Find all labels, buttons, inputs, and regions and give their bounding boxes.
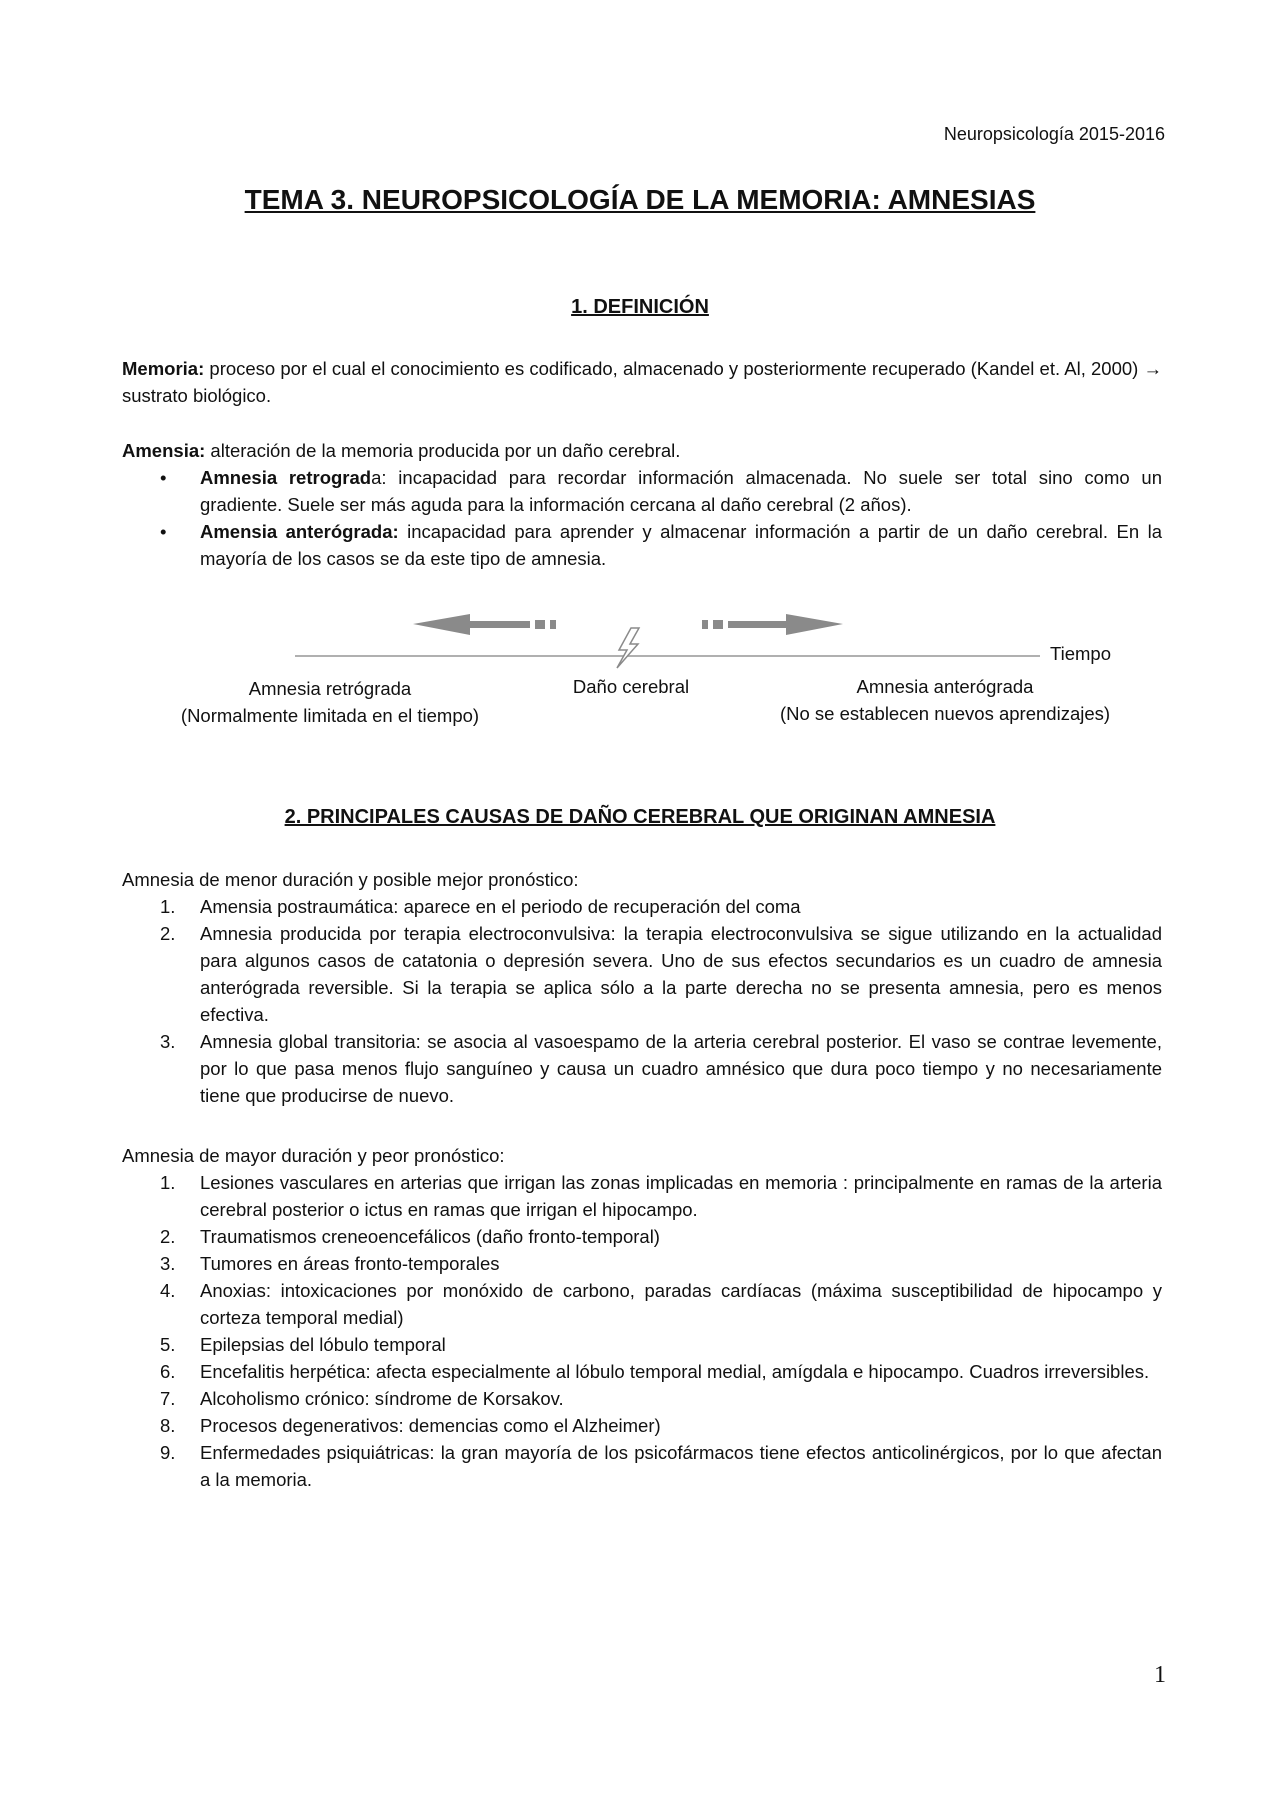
list-item bbox=[122, 1412, 1162, 1439]
list-item bbox=[122, 1358, 1162, 1385]
page-number: 1 bbox=[1154, 1662, 1166, 1688]
memoria-definition bbox=[122, 355, 1162, 409]
item-number: 1. bbox=[160, 896, 176, 917]
amensia-term: Amensia: bbox=[122, 440, 206, 461]
list-item bbox=[122, 464, 1162, 518]
amnesia-types-list bbox=[122, 464, 1162, 572]
section-2-heading: 2. PRINCIPALES CAUSAS DE DAÑO CEREBRAL QUE ORIGINAN AMNESIA bbox=[284, 806, 996, 828]
item-number: 2. bbox=[160, 1226, 176, 1247]
course-header: Neuropsicología 2015-2016 bbox=[943, 124, 1165, 144]
anterograde-label-note: (No se establecen nuevos aprendizajes) bbox=[779, 703, 1111, 724]
page-title: TEMA 3. NEUROPSICOLOGÍA DE LA MEMORIA: AMNESIAS bbox=[244, 184, 1036, 215]
list-item bbox=[122, 1331, 1162, 1358]
item-number: 3. bbox=[160, 1031, 176, 1052]
item-text: Procesos degenerativos: demencias como el Alzheimer) bbox=[200, 1415, 661, 1436]
memoria-text: proceso por el cual el conocimiento es codificado, almacenado y posteriormente recuperado (Kandel et. Al, 2000) → sustrato biológico. bbox=[122, 358, 1162, 406]
item-number: 5. bbox=[160, 1334, 176, 1355]
item-number: 8. bbox=[160, 1415, 176, 1436]
lightning-bolt-icon bbox=[617, 628, 639, 668]
item-number: 6. bbox=[160, 1361, 176, 1382]
anterograde-dash-icon bbox=[702, 620, 708, 629]
list-item bbox=[122, 1250, 1162, 1277]
item-text: Traumatismos creneoencefálicos (daño fronto-temporal) bbox=[200, 1226, 660, 1247]
long-duration-causes-list bbox=[122, 1169, 1162, 1493]
anterograde-arrow-icon bbox=[728, 614, 843, 635]
anterograde-label bbox=[750, 673, 1140, 727]
bullet-text: : incapacidad para recordar información almacenada. No suele ser total sino como un gradiente. Suele ser más aguda para la información cercana al daño cerebral (2 años). bbox=[200, 467, 1162, 515]
bullet-term: Amnesia retrograd bbox=[200, 467, 372, 488]
retrograde-label-note: (Normalmente limitada en el tiempo) bbox=[180, 705, 480, 726]
item-text: Amensia postraumática: aparece en el periodo de recuperación del coma bbox=[200, 896, 801, 917]
time-axis-label: Tiempo bbox=[1050, 643, 1112, 664]
list-item bbox=[122, 893, 1162, 920]
list-item bbox=[122, 1223, 1162, 1250]
item-text: Lesiones vasculares en arterias que irrigan las zonas implicadas en memoria : principalmente en ramas de la arteria cerebral posterior o ictus en ramas que irrigan el hipocampo. bbox=[200, 1172, 1162, 1220]
list-item bbox=[122, 920, 1162, 1028]
amensia-text: alteración de la memoria producida por un daño cerebral. bbox=[205, 440, 681, 461]
item-number: 1. bbox=[160, 1172, 176, 1193]
list-item bbox=[122, 1385, 1162, 1412]
list-item bbox=[122, 1028, 1162, 1109]
item-number: 9. bbox=[160, 1442, 176, 1463]
bullet-term: Amensia anterógrada: bbox=[200, 521, 399, 542]
item-text: Amnesia producida por terapia electroconvulsiva: la terapia electroconvulsiva se sigue utilizando en la actualidad para algunos casos de catatonia o depresión severa. Uno de sus efectos secundarios es un cuadro de amnesia anterógrada reversible. Si la terapia se aplica sólo a la parte derecha no se presenta amnesia, pero es menos efectiva. bbox=[200, 923, 1162, 1025]
item-number: 4. bbox=[160, 1280, 176, 1301]
brain-damage-label: Daño cerebral bbox=[572, 676, 690, 697]
list-item bbox=[122, 518, 1162, 572]
list-item bbox=[122, 1169, 1162, 1223]
bullet-icon: • bbox=[160, 521, 167, 542]
item-number: 2. bbox=[160, 923, 176, 944]
short-duration-causes-list bbox=[122, 893, 1162, 1109]
item-number: 7. bbox=[160, 1388, 176, 1409]
item-text: Epilepsias del lóbulo temporal bbox=[200, 1334, 446, 1355]
retrograde-dash-icon bbox=[550, 620, 556, 629]
group-2-intro: Amnesia de mayor duración y peor pronóstico: bbox=[122, 1145, 505, 1166]
item-text: Alcoholismo crónico: síndrome de Korsakov. bbox=[200, 1388, 564, 1409]
group-1-intro: Amnesia de menor duración y posible mejor pronóstico: bbox=[122, 869, 579, 890]
list-item bbox=[122, 1439, 1162, 1493]
item-text: Encefalitis herpética: afecta especialmente al lóbulo temporal medial, amígdala e hipocampo. Cuadros irreversibles. bbox=[200, 1361, 1150, 1382]
bullet-term-tail: a bbox=[371, 467, 382, 488]
amensia-definition bbox=[122, 437, 1162, 464]
item-text: Anoxias: intoxicaciones por monóxido de carbono, paradas cardíacas (máxima susceptibilidad de hipocampo y corteza temporal medial) bbox=[200, 1280, 1162, 1328]
retrograde-label bbox=[130, 675, 530, 729]
retrograde-label-title: Amnesia retrógrada bbox=[248, 678, 412, 699]
anterograde-dash-icon bbox=[713, 620, 723, 629]
section-1-heading: 1. DEFINICIÓN bbox=[571, 296, 709, 318]
memoria-term: Memoria: bbox=[122, 358, 205, 379]
bullet-icon: • bbox=[160, 467, 167, 488]
anterograde-label-title: Amnesia anterógrada bbox=[856, 676, 1034, 697]
retrograde-dash-icon bbox=[535, 620, 545, 629]
retrograde-arrow-icon bbox=[413, 614, 530, 635]
bullet-text: incapacidad para aprender y almacenar información a partir de un daño cerebral. En la mayoría de los casos se da este tipo de amnesia. bbox=[200, 521, 1162, 569]
item-text: Tumores en áreas fronto-temporales bbox=[200, 1253, 500, 1274]
item-text: Enfermedades psiquiátricas: la gran mayoría de los psicofármacos tiene efectos anticolinérgicos, por lo que afectan a la memoria. bbox=[200, 1442, 1162, 1490]
item-text: Amnesia global transitoria: se asocia al vasoespamo de la arteria cerebral posterior. El vaso se contrae levemente, por lo que pasa menos flujo sanguíneo y causa un cuadro amnésico que dura poco tiempo y no necesariamente tiene que producirse de nuevo. bbox=[200, 1031, 1162, 1106]
item-number: 3. bbox=[160, 1253, 176, 1274]
list-item bbox=[122, 1277, 1162, 1331]
